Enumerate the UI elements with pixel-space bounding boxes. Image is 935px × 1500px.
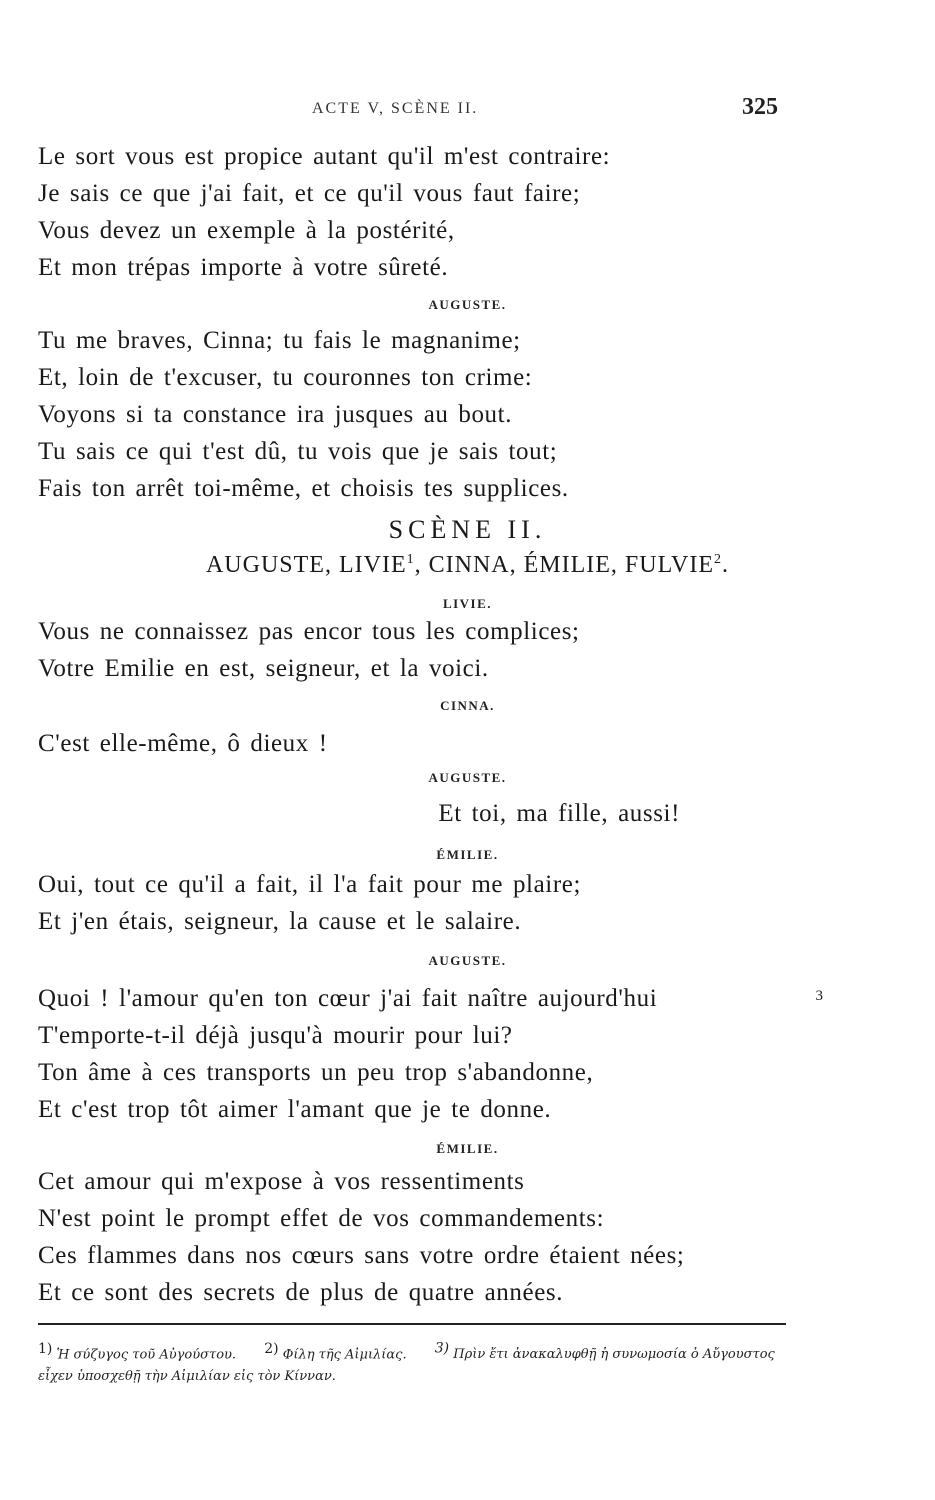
footnote-mark: 1) (38, 1341, 53, 1357)
verse-line: Et c'est trop tôt aimer l'amant que je te donne. (38, 1096, 552, 1123)
verse-line: Je sais ce que j'ai fait, et ce qu'il vous faut faire; (38, 180, 581, 207)
footnote-text: Πρὶν ἔτι ἀνακαλυφθῇ ἡ συνωμοσία ὁ Αὔγουστος εἶχεν ὑποσχεθῇ τὴν Αἰμιλίαν εἰς τὸν Κίνναν. (38, 1347, 775, 1385)
footnote-mark: 3) (434, 1341, 450, 1357)
scene-heading: SCÈNE II. (388, 515, 547, 544)
verse-line: Voyons si ta constance ira jusques au bout. (38, 401, 513, 428)
verse-line: Ces flammes dans nos cœurs sans votre ordre étaient nées; (38, 1242, 685, 1269)
footnote-ref: 1 (406, 552, 415, 567)
verse-line: Et, loin de t'excuser, tu couronnes ton crime: (38, 364, 533, 391)
speaker-name: ÉMILIE. (436, 1141, 499, 1156)
characters-part: AUGUSTE, LIVIE (205, 552, 407, 578)
verse-line: Ton âme à ces transports un peu trop s'abandonne, (38, 1059, 594, 1086)
running-header: ACTE V, SCÈNE II. (312, 100, 479, 117)
footnote-mark: 2) (264, 1341, 279, 1357)
footnote-ref: 2 (714, 552, 723, 567)
speaker-name: AUGUSTE. (428, 297, 507, 312)
verse-line: C'est elle-même, ô dieux ! (38, 730, 328, 757)
speaker-name: LIVIE. (442, 596, 493, 611)
verse-line: Votre Emilie en est, seigneur, et la voici. (38, 655, 489, 682)
verse-line: Vous devez un exemple à la postérité, (38, 217, 455, 244)
footnotes (38, 1338, 798, 1388)
verse-line: Fais ton arrêt toi-même, et choisis tes supplices. (38, 475, 569, 502)
verse-line: Et mon trépas importe à votre sûreté. (38, 254, 449, 281)
verse-line: Et j'en étais, seigneur, la cause et le salaire. (38, 908, 522, 935)
footnote-text: Ἡ σύζυγος τοῦ Αὐγούστου. (56, 1347, 237, 1363)
verse-line: Oui, tout ce qu'il a fait, il l'a fait pour me plaire; (38, 871, 582, 898)
footnote-divider (38, 1323, 786, 1325)
page-number: 325 (742, 94, 778, 120)
verse-line: Et ce sont des secrets de plus de quatre années. (38, 1279, 564, 1306)
speaker-name: AUGUSTE. (428, 770, 507, 785)
speaker-name: CINNA. (440, 698, 495, 713)
verse-line: Cet amour qui m'expose à vos ressentiments (38, 1168, 525, 1195)
footnote-text: Φίλη τῆς Αἰμιλίας. (282, 1347, 407, 1363)
verse-line: Vous ne connaissez pas encor tous les complices; (38, 618, 580, 645)
verse-line: Le sort vous est propice autant qu'il m'est contraire: (38, 143, 611, 170)
verse-line: T'emporte-t-il déjà jusqu'à mourir pour lui? (38, 1022, 513, 1049)
scene-characters (0, 552, 935, 579)
footnote (264, 1338, 406, 1366)
characters-part: , CINNA, ÉMILIE, FULVIE (414, 552, 715, 578)
characters-part: . (722, 552, 730, 578)
verse-line: Tu me braves, Cinna; tu fais le magnanime; (38, 327, 521, 354)
footnote (38, 1338, 236, 1366)
verse-line: Tu sais ce qui t'est dû, tu vois que je sais tout; (38, 438, 558, 465)
verse-line: Quoi ! l'amour qu'en ton cœur j'ai fait naître aujourd'hui (38, 985, 658, 1012)
speaker-name: AUGUSTE. (428, 953, 507, 968)
speaker-name: ÉMILIE. (436, 847, 499, 862)
verse-line: N'est point le prompt effet de vos commandements: (38, 1205, 605, 1232)
footnote-ref: 3 (815, 988, 823, 1004)
verse-line: Et toi, ma fille, aussi! (438, 800, 680, 827)
